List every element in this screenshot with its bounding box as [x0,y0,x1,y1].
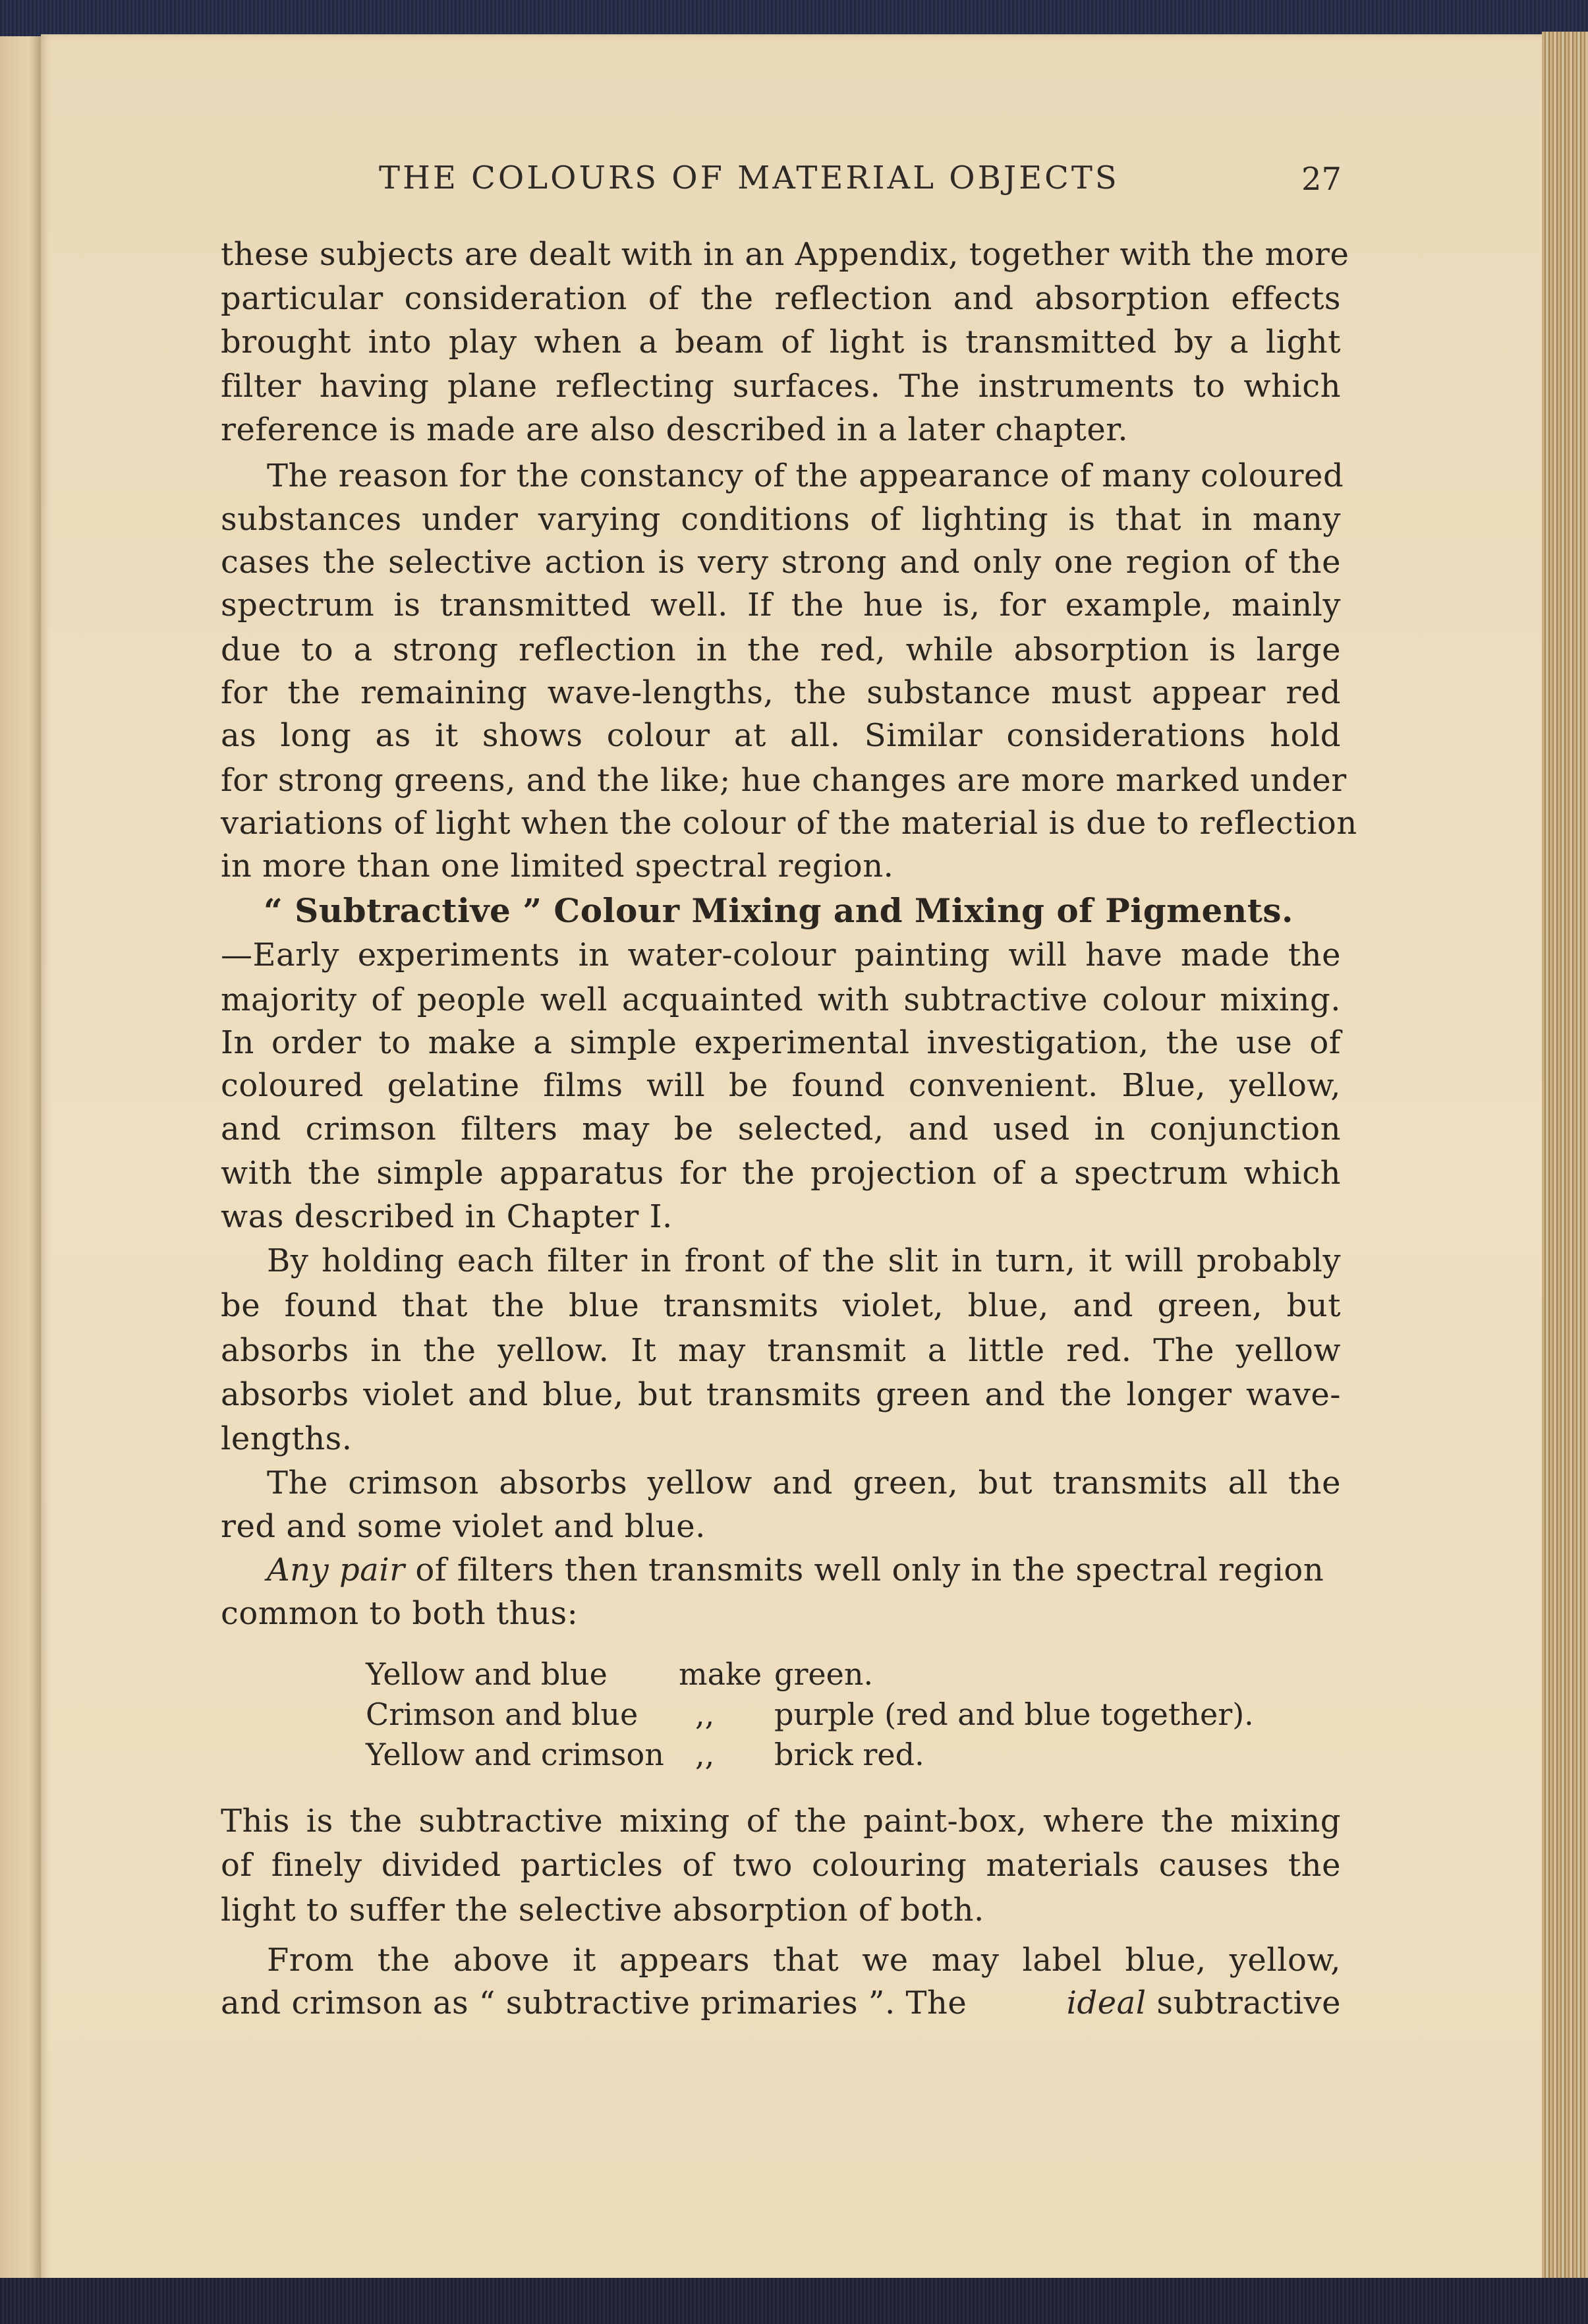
emphasis-any-pair: Any pair [267,1552,405,1588]
text-line: By holding each filter in front of the slit in turn, it will probably [267,1242,1341,1279]
book-cover-cloth-bottom [0,2278,1588,2324]
mix-result: brick red. [774,1737,924,1772]
text-line: substances under varying conditions of lighting is that in many [221,501,1341,538]
text-line: absorbs in the yellow. It may transmit a little red. The yellow [221,1332,1341,1369]
text-line: In order to make a simple experimental investigation, the use of [221,1024,1341,1061]
book-cover-cloth-top [0,0,1588,40]
text-line: light to suffer the selective absorption of both. [221,1892,984,1929]
text-line: absorbs violet and blue, but transmits green and the longer wave- [221,1376,1341,1413]
mix-verb: ,, [695,1737,715,1772]
mix-pair: Yellow and crimson [366,1737,664,1772]
section-heading: “ Subtractive ” Colour Mixing and Mixing of Pigments. [264,891,1293,930]
text-line: coloured gelatine films will be found convenient. Blue, yellow, [221,1067,1341,1104]
text-line: cases the selective action is very strong and only one region of the [221,544,1341,581]
mix-result: purple (red and blue together). [774,1697,1254,1732]
mix-verb: make [679,1656,762,1692]
text-line: and crimson filters may be selected, and used in conjunction [221,1111,1341,1147]
running-header: THE COLOURS OF MATERIAL OBJECTS [379,160,1120,196]
text-line: common to both thus: [221,1595,579,1632]
text-line: with the simple apparatus for the projection of a spectrum which [221,1155,1341,1192]
text-line: The crimson absorbs yellow and green, but transmits all the [267,1465,1341,1501]
text-line: was described in Chapter I. [221,1198,673,1235]
text-line: filter having plane reflecting surfaces. The instruments to which [221,368,1341,405]
text-line: —Early experiments in water-colour painting will have made the [221,937,1341,973]
text-span: subtractive [1146,1985,1341,2021]
text-line: these subjects are dealt with in an Appendix, together with the more [221,236,1349,273]
mix-result: green. [774,1656,874,1692]
emphasis-ideal: ideal [1066,1985,1147,2021]
text-line: reference is made are also described in a later chapter. [221,411,1129,448]
text-line: particular consideration of the reflection and absorption effects [221,280,1341,317]
text-line: lengths. [221,1420,353,1457]
text-line [221,1983,1341,2023]
text-span: of filters then transmits well only in the spectral region [405,1552,1324,1588]
text-line: of finely divided particles of two colouring materials causes the [221,1847,1341,1884]
text-line: This is the subtractive mixing of the paint-box, where the mixing [221,1803,1341,1840]
text-line: brought into play when a beam of light is transmitted by a light [221,324,1341,361]
text-line [267,1550,1341,1590]
text-line: red and some violet and blue. [221,1508,706,1545]
mix-pair: Yellow and blue [366,1656,608,1692]
facing-page-edge [0,36,41,2287]
text-line: for strong greens, and the like; hue changes are more marked under [221,762,1347,799]
mix-verb: ,, [695,1697,715,1732]
text-line: variations of light when the colour of the material is due to reflection [221,805,1357,842]
text-line: for the remaining wave-lengths, the substance must appear red [221,674,1341,711]
text-line: majority of people well acquainted with subtractive colour mixing. [221,981,1341,1018]
text-line: due to a strong reflection in the red, while absorption is large [221,631,1341,668]
page-stack-edge [1542,32,1588,2286]
text-line: as long as it shows colour at all. Similar considerations hold [221,717,1341,754]
text-line: From the above it appears that we may label blue, yellow, [267,1942,1341,1979]
mix-pair: Crimson and blue [366,1697,638,1732]
text-line: in more than one limited spectral region. [221,848,894,885]
text-line: be found that the blue transmits violet, blue, and green, but [221,1287,1341,1324]
text-line: spectrum is transmitted well. If the hue is, for example, mainly [221,587,1341,624]
text-span: and crimson as “ subtractive primaries ”. The [221,1985,978,2021]
text-line: The reason for the constancy of the appearance of many coloured [267,457,1344,494]
page-number: 27 [1301,161,1342,198]
